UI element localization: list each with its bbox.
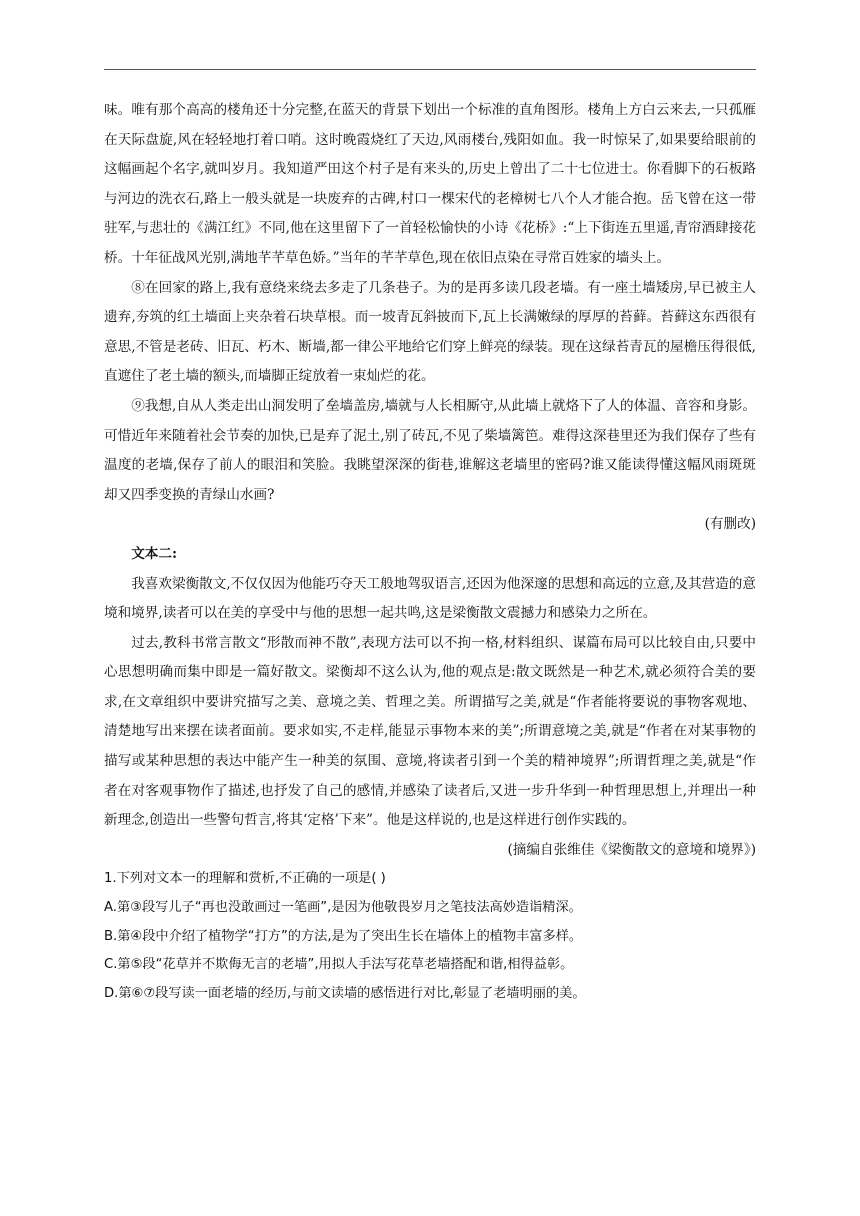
- text1-paragraph-7-continued: 味。唯有那个高高的楼角还十分完整,在蓝天的背景下划出一个标准的直角图形。楼角上方白云来去,一只孤雁在天际盘旋,风在轻轻地打着口哨。这时晚霞烧红了天边,风雨楼台,残阳如血。我一时惊呆了,如果要给眼前的这幅画起个名字,就叫岁月。我知道严田这个村子是有来头的,历史上曾出了二十七位进士。你看脚下的石板路与河边的洗衣石,路上一般头就是一块废弃的古碑,村口一棵宋代的老樟树七八个人才能合抱。岳飞曾在这一带驻军,与悲壮的《满江红》不同,他在这里留下了一首轻松愉快的小诗《花桥》:“上下街连五里遥,青帘酒肆接花桥。十年征战风光别,满地芊芊草色娇。”当年的芊芊草色,现在依旧点染在寻常百姓家的墙头上。: [104, 102, 756, 266]
- text2-paragraph-2: 过去,教科书常言散文“形散而神不散”,表现方法可以不拘一格,材料组织、谋篇布局可以比较自由,只要中心思想明确而集中即是一篇好散文。梁衡却不这么认为,他的观点是:散文既然是一种艺术,就必须符合美的要求,在文章组织中要讲究描写之美、意境之美、哲理之美。所谓描写之美,就是“作者能将要说的事物客观地、清楚地写出来摆在读者面前。要求如实,不走样,能显示事物本来的美”;所谓意境之美,就是“作者在对某事物的描写或某种思想的表达中能产生一种美的氛围、意境,将读者引到一个美的精神境界”;所谓哲理之美,就是“作者在对客观事物作了描述,也抒发了自己的感情,并感染了读者后,又进一步升华到一种哲理思想上,并理出一种新理念,创造出一些警句哲言,将其‘定格’下来”。他是这样说的,也是这样进行创作实践的。: [104, 634, 756, 829]
- text1-paragraph-8: ⑧在回家的路上,我有意绕来绕去多走了几条巷子。为的是再多读几段老墙。有一座土墙矮房,早已被主人遗弃,夯筑的红土墙面上夹杂着石块草根。而一坡青瓦斜披而下,瓦上长满嫩绿的厚厚的苔藓。苔藓这东西很有意思,不管是老砖、旧瓦、朽木、断墙,都一律公平地给它们穿上鲜亮的绿装。现在这绿苔青瓦的屋檐压得很低,直遮住了老土墙的额头,而墙脚正绽放着一束灿烂的花。: [104, 279, 756, 385]
- text2-paragraph-1: 我喜欢梁衡散文,不仅仅因为他能巧夺天工般地驾驭语言,还因为他深邃的思想和高远的立意,及其营造的意境和境界,读者可以在美的享受中与他的思想一起共鸣,这是梁衡散文震撼力和感染力之所在。: [104, 575, 756, 622]
- text1-paragraph-9: ⑨我想,自从人类走出山洞发明了垒墙盖房,墙就与人长相厮守,从此墙上就烙下了人的体温、音容和身影。可惜近年来随着社会节奏的加快,已是弃了泥土,别了砖瓦,不见了柴墙篱笆。难得这深巷里还为我们保存了些有温度的老墙,保存了前人的眼泪和笑脸。我眺望深深的街巷,谁解这老墙里的密码?谁又能读得懂这幅风雨斑斑却又四季变换的青绿山水画?: [104, 397, 756, 503]
- question-option-c: C.第⑤段“花草并不欺侮无言的老墙”,用拟人手法写花草老墙搭配和谐,相得益彰。: [104, 957, 574, 973]
- header-rule: [104, 69, 756, 70]
- text1-source-note: (有删改): [704, 516, 756, 533]
- document-page: [104, 96, 756, 1008]
- question-option-b: B.第④段中介绍了植物学“打方”的方法,是为了突出生长在墙体上的植物丰富多样。: [104, 928, 583, 944]
- question-stem: 1.下列对文本一的理解和赏析,不正确的一项是( ): [104, 871, 386, 887]
- text2-heading: 文本二:: [131, 545, 177, 562]
- question-option-d: D.第⑥⑦段写读一面老墙的经历,与前文读墙的感悟进行对比,彰显了老墙明丽的美。: [104, 985, 586, 1001]
- text2-source-note: (摘编自张维佳《梁衡散文的意境和境界》): [507, 841, 756, 858]
- question-option-a: A.第③段写儿子“再也没敢画过一笔画”,是因为他敬畏岁月之笔技法高妙造诣精深。: [104, 900, 582, 916]
